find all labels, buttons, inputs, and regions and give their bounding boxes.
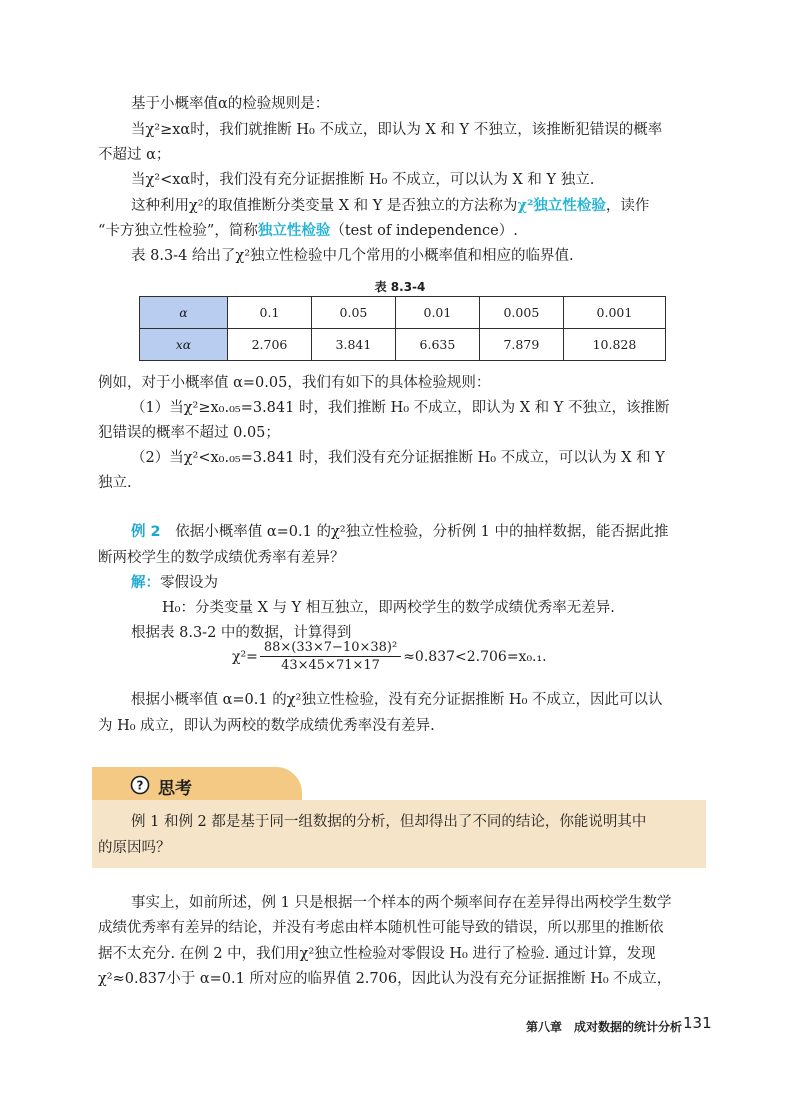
table-cell: 0.1	[228, 297, 312, 329]
example-2-line-1	[131, 522, 669, 542]
rule-reject-cont: 不超过 α；	[98, 147, 171, 163]
critical-value-table	[139, 296, 666, 361]
table-row-alpha	[140, 297, 666, 329]
table-header-alpha: α	[140, 297, 228, 329]
example-rule-1-cont: 犯错误的概率不超过 0.05；	[98, 425, 280, 441]
closing-line-3: 据不太充分. 在例 2 中，我们用χ²独立性检验对零假设 H₀ 进行了检验. 通过计算，发现	[98, 946, 656, 962]
table-cell: 0.05	[311, 297, 395, 329]
svg-text:?: ?	[136, 778, 144, 793]
rule-accept: 当χ²<xα时，我们没有充分证据推断 H₀ 不成立，可以认为 X 和 Y 独立.	[131, 172, 595, 188]
table-caption: 表 8.3-4	[374, 280, 426, 294]
table-cell: 6.635	[395, 329, 479, 361]
table-cell: 2.706	[228, 329, 312, 361]
definition-text-c: “卡方独立性检验”，简称	[98, 223, 258, 239]
example-rule-2: （2）当χ²<x₀.₀₅=3.841 时，我们没有充分证据推断 H₀ 不成立，可以认为 X 和 Y	[131, 450, 665, 466]
closing-line-2: 成绩优秀率有差异的结论，并没有考虑由样本随机性可能导致的错误，所以那里的推断依	[98, 920, 664, 936]
chi-square-formula	[232, 640, 547, 673]
definition-line-1	[131, 196, 649, 216]
table-cell: 7.879	[479, 329, 563, 361]
compute-intro: 根据表 8.3-2 中的数据，计算得到	[131, 625, 352, 641]
formula-denominator: 43×45×71×17	[281, 658, 380, 673]
conclusion-line-2: 为 H₀ 成立，即认为两校的数学成绩优秀率没有差异.	[98, 718, 435, 734]
example-2-line-2: 断两校学生的数学成绩优秀率有差异？	[98, 550, 345, 566]
rule-reject: 当χ²≥xα时，我们就推断 H₀ 不成立，即认为 X 和 Y 不独立，该推断犯错误的概率	[131, 122, 663, 138]
table-cell: 0.005	[479, 297, 563, 329]
table-cell: 0.01	[395, 297, 479, 329]
definition-text-d: （test of independence）.	[330, 223, 518, 239]
example-2-label: 例 2	[131, 524, 161, 540]
question-icon	[130, 775, 150, 795]
table-cell: 0.001	[563, 297, 665, 329]
term-chi-square-test: χ²独立性检验	[517, 197, 606, 214]
formula-fraction	[260, 640, 401, 673]
definition-text-a: 这种利用χ²的取值推断分类变量 X 和 Y 是否独立的方法称为	[131, 198, 518, 214]
closing-line-4: χ²≈0.837小于 α=0.1 所对应的临界值 2.706，因此认为没有充分证据推断 H₀ 不成立，	[98, 971, 672, 987]
term-independence-test: 独立性检验	[257, 222, 331, 239]
think-tab	[92, 767, 302, 803]
table-cell: 3.841	[311, 329, 395, 361]
think-title: 思考	[158, 779, 192, 799]
closing-line-1: 事实上，如前所述，例 1 只是根据一个样本的两个频率间存在差异得出两校学生数学	[131, 895, 672, 911]
formula-numerator: 88×(33×7−10×38)²	[260, 640, 401, 657]
definition-line-2	[98, 221, 518, 241]
definition-text-b: ，读作	[605, 198, 650, 214]
example-rules-intro: 例如，对于小概率值 α=0.05，我们有如下的具体检验规则：	[98, 375, 491, 391]
formula-rhs: ≈0.837<2.706=x₀.₁.	[403, 648, 547, 665]
formula-lhs: χ²=	[232, 648, 258, 665]
solution-intro: 零假设为	[160, 575, 218, 591]
table-cell: 10.828	[563, 329, 665, 361]
example-rule-1: （1）当χ²≥x₀.₀₅=3.841 时，我们推断 H₀ 不成立，即认为 X 和 Y 不独立，该推断	[131, 400, 670, 416]
null-hypothesis: H₀：分类变量 X 与 Y 相互独立，即两校学生的数学成绩优秀率无差异.	[162, 600, 615, 616]
example-2-text: 依据小概率值 α=0.1 的χ²独立性检验，分析例 1 中的抽样数据，能否据此推	[175, 524, 669, 540]
page-number: 131	[683, 1014, 712, 1032]
think-question-line-2: 的原因吗？	[98, 840, 171, 856]
table-intro: 表 8.3-4 给出了χ²独立性检验中几个常用的小概率值和相应的临界值.	[131, 248, 574, 264]
table-header-x-alpha: xα	[140, 329, 228, 361]
think-question-line-1: 例 1 和例 2 都是基于同一组数据的分析，但却得出了不同的结论，你能说明其中	[131, 814, 647, 830]
think-box	[92, 800, 706, 868]
rule-intro: 基于小概率值α的检验规则是：	[131, 96, 330, 112]
solution-line	[131, 573, 218, 593]
table-row-critical	[140, 329, 666, 361]
chapter-title: 第八章 成对数据的统计分析	[526, 1020, 683, 1034]
solution-label: 解：	[131, 575, 160, 591]
example-rule-2-cont: 独立.	[98, 475, 132, 491]
conclusion-line-1: 根据小概率值 α=0.1 的χ²独立性检验，没有充分证据推断 H₀ 不成立，因此可以认	[131, 692, 663, 708]
